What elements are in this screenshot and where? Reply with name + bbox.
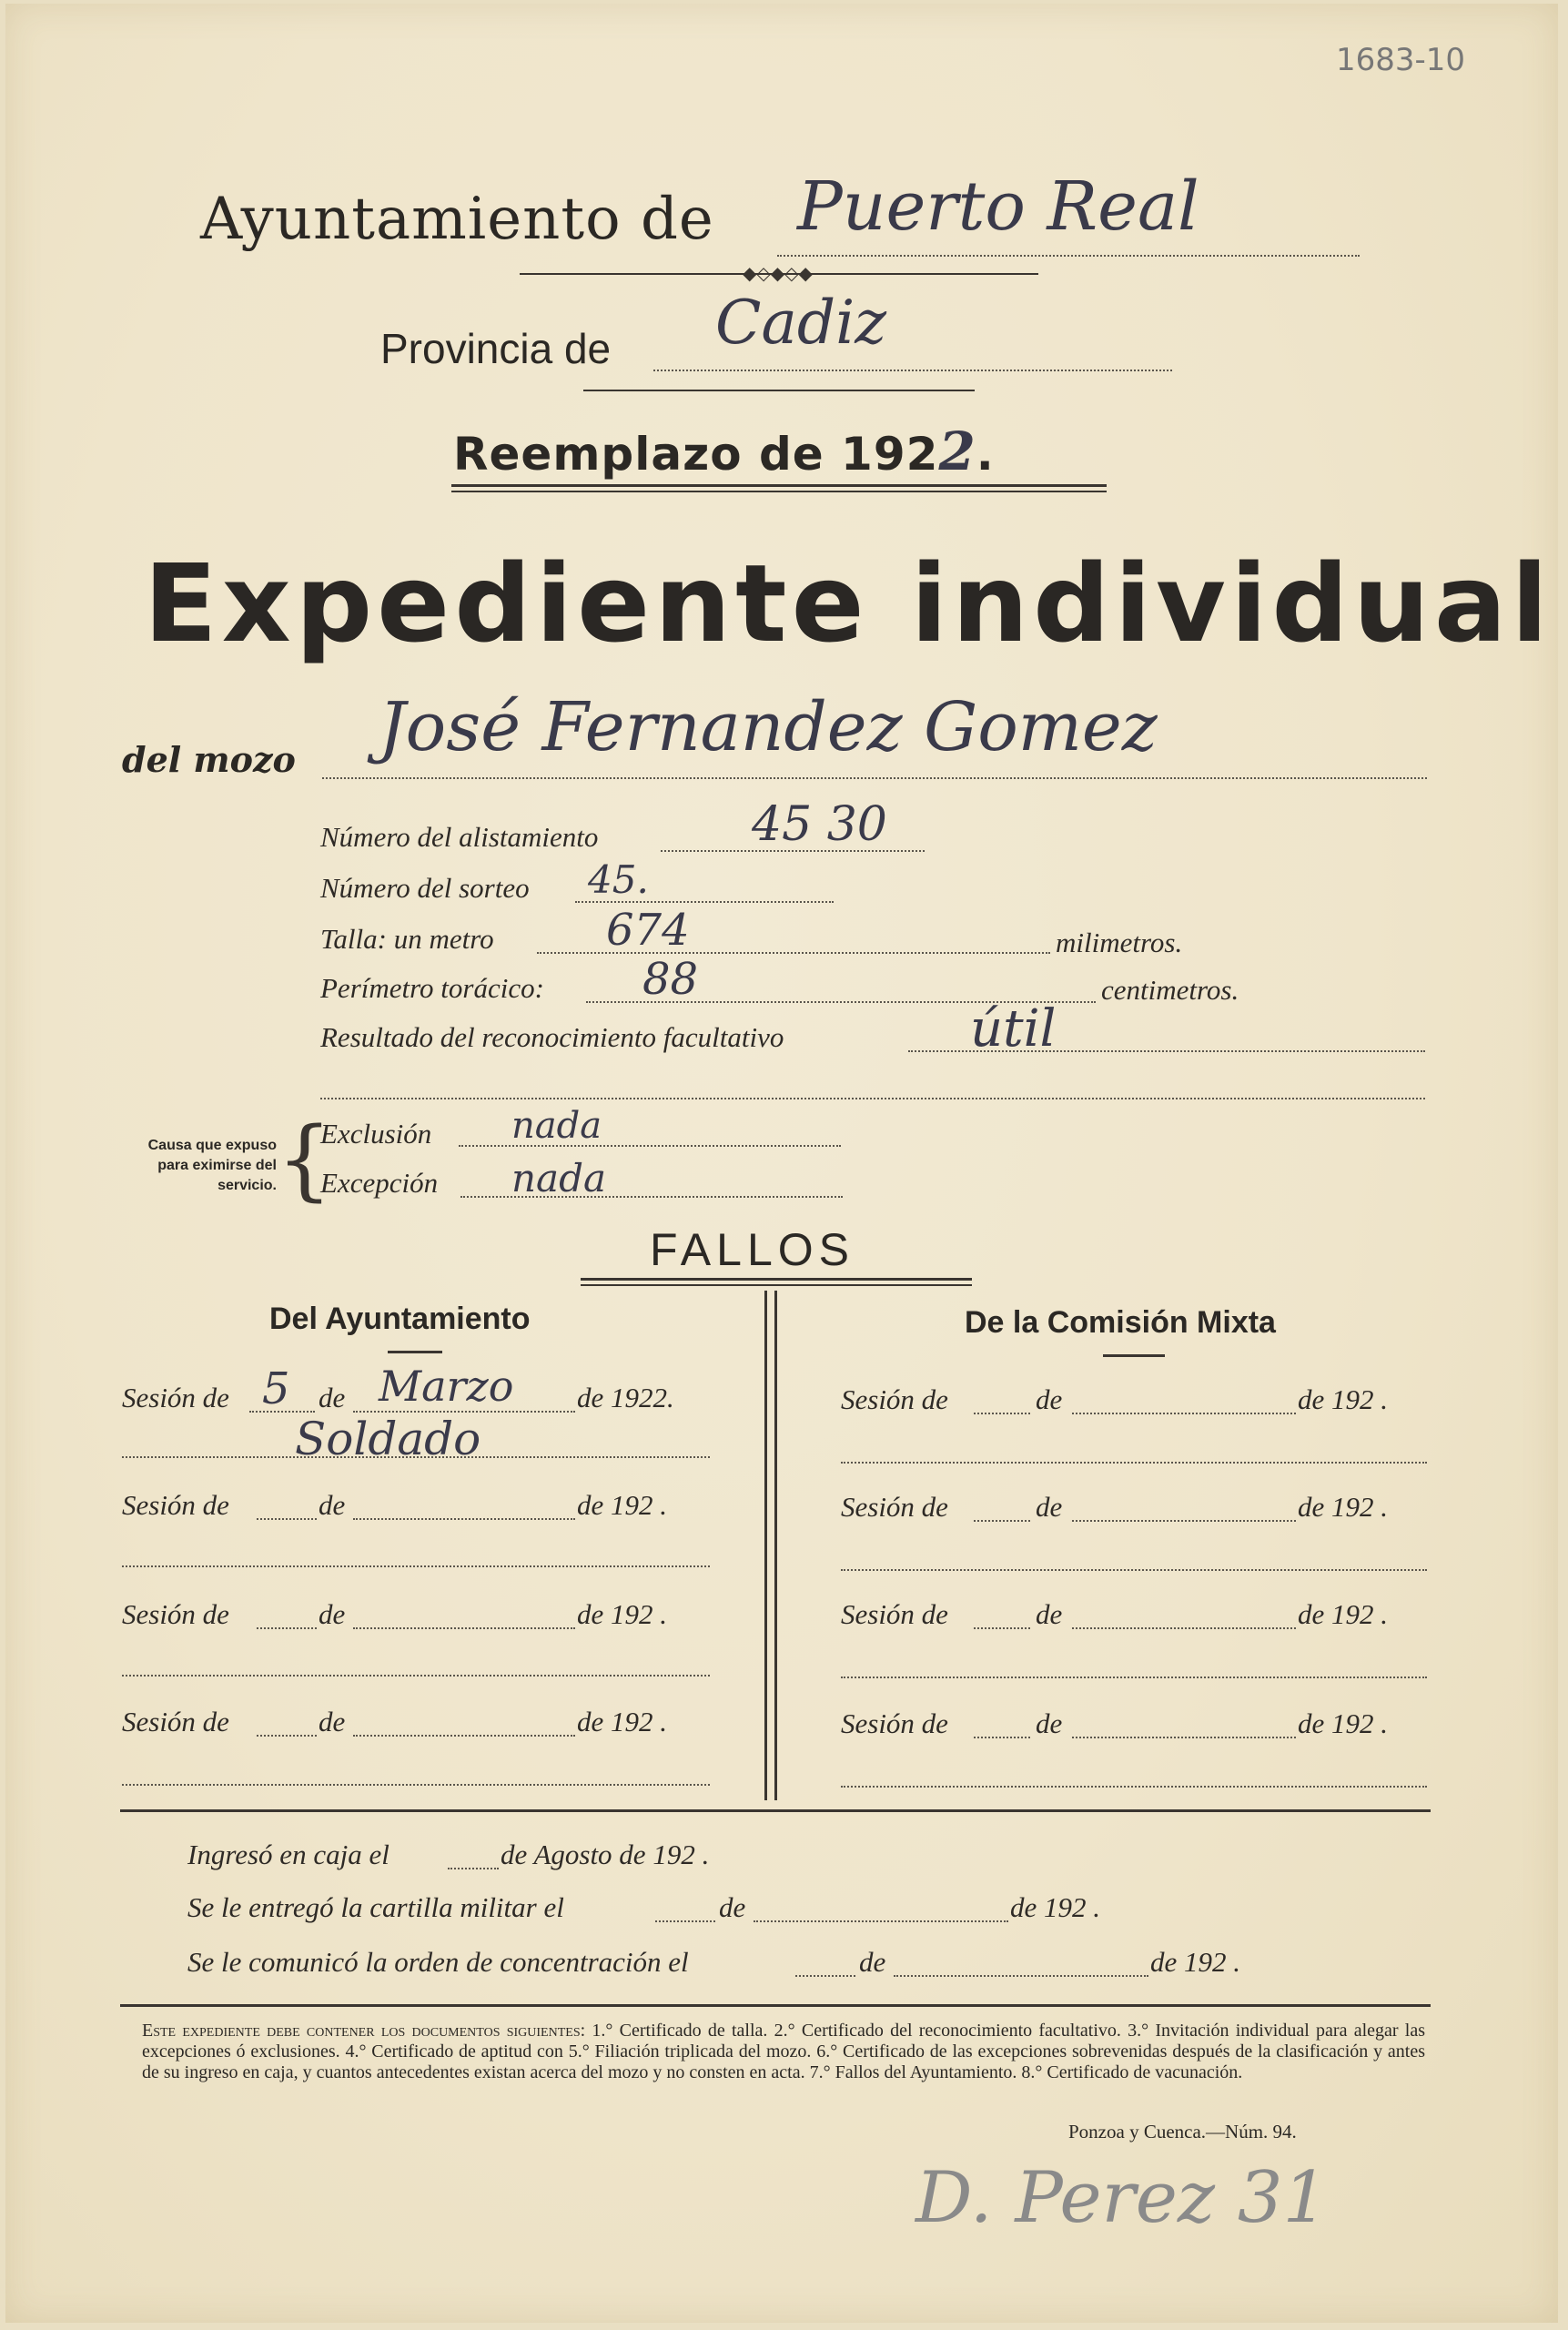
ingreso-label: Ingresó en caja el: [187, 1839, 389, 1870]
reemplazo-digit: 2: [938, 420, 976, 482]
orden-day-line: [795, 1975, 855, 1977]
orden-year: [1150, 1946, 1240, 1979]
right-sesion-4-label: Sesión de: [841, 1707, 948, 1739]
cartilla-period: .: [1093, 1891, 1101, 1923]
reemplazo-underline-1: [451, 484, 1107, 487]
cartilla-year: [1010, 1891, 1100, 1924]
left-sesion-2-period: .: [660, 1489, 668, 1521]
ingreso-period: .: [702, 1839, 710, 1870]
orden-de: de: [859, 1946, 886, 1978]
causa-label: Causa que expuso para eximirse del servicio.: [147, 1138, 277, 1193]
provincia-value: Cadiz: [715, 288, 886, 358]
right-sesion-1-period: .: [1381, 1383, 1389, 1415]
right-sesion-1-year-text: de 192: [1298, 1383, 1374, 1415]
left-sesion-2-year: [577, 1489, 667, 1522]
right-sesion-3-year: [1298, 1598, 1388, 1631]
reemplazo-period: .: [976, 428, 995, 481]
excepcion-value: nada: [511, 1156, 607, 1200]
right-sesion-1-year: [1298, 1383, 1388, 1416]
cartilla-month-line: [754, 1920, 1008, 1922]
left-sesion-2-de: de: [319, 1489, 346, 1521]
right-sesion-2-de: de: [1036, 1491, 1063, 1523]
resultado-label: Resultado del reconocimiento facultativo: [320, 1021, 784, 1053]
right-sesion-3-period: .: [1381, 1598, 1389, 1630]
mozo-label: del mozo: [122, 739, 296, 780]
left-sesion-4-month-line: [353, 1735, 575, 1737]
right-sesion-1-result-line: [841, 1462, 1427, 1464]
right-sesion-2-year-text: de 192: [1298, 1491, 1374, 1523]
orden-year-text: de 192: [1150, 1946, 1227, 1978]
exclusion-label: Exclusión: [320, 1118, 432, 1150]
fallos-rule-2: [581, 1284, 972, 1286]
right-column-heading: De la Comisión Mixta: [965, 1305, 1276, 1340]
fallos-heading: FALLOS: [650, 1224, 855, 1275]
printer-imprint: Ponzoa y Cuenca.—Núm. 94.: [1068, 2121, 1297, 2143]
left-sesion-4-year: [577, 1706, 667, 1738]
left-sesion-1-day: 5: [262, 1363, 290, 1414]
documents-note-lead: Este expediente debe contener los documentos siguientes:: [142, 2021, 586, 2041]
left-sesion-4-period: .: [660, 1706, 668, 1737]
ayuntamiento-value: Puerto Real: [797, 167, 1199, 246]
right-sesion-2-month-line: [1072, 1520, 1296, 1522]
right-sesion-1-de: de: [1036, 1383, 1063, 1415]
talla-value: 674: [606, 905, 690, 956]
right-sesion-2-period: .: [1381, 1491, 1389, 1523]
excepcion-label: Excepción: [320, 1167, 439, 1199]
column-divider-2: [774, 1291, 777, 1800]
orden-month-line: [894, 1975, 1148, 1977]
left-sesion-1-label: Sesión de: [122, 1382, 229, 1413]
ingreso-month: [501, 1839, 709, 1871]
causa-brace: {: [277, 1109, 333, 1211]
document-page: [5, 4, 1558, 2323]
right-sesion-3-year-text: de 192: [1298, 1598, 1374, 1630]
left-sesion-2-year-text: de 192: [577, 1489, 653, 1521]
documents-note: [142, 2021, 1425, 2083]
left-sesion-2-day-line: [257, 1518, 317, 1520]
right-heading-mark: [1103, 1354, 1165, 1357]
cartilla-year-text: de 192: [1010, 1891, 1087, 1923]
left-sesion-1-period: .: [667, 1382, 674, 1413]
right-sesion-2-year: [1298, 1491, 1388, 1524]
mozo-name: José Fernandez Gomez: [379, 688, 1158, 766]
left-sesion-4-day-line: [257, 1735, 317, 1737]
left-sesion-2-month-line: [353, 1518, 575, 1520]
reference-number: 1683-10: [1336, 42, 1466, 78]
left-sesion-3-month-line: [353, 1627, 575, 1629]
notes-top-rule: [120, 2004, 1431, 2007]
right-sesion-3-day-line: [974, 1627, 1030, 1629]
cartilla-day-line: [655, 1920, 715, 1922]
right-sesion-4-de: de: [1036, 1707, 1063, 1739]
ayuntamiento-label: Ayuntamiento de: [200, 186, 714, 253]
reemplazo-heading: [453, 420, 995, 482]
left-column-heading: Del Ayuntamiento: [269, 1302, 531, 1336]
left-sesion-3-period: .: [660, 1598, 668, 1630]
perimetro-unit: centimetros.: [1101, 974, 1239, 1006]
alistamiento-label: Número del alistamiento: [320, 821, 599, 853]
left-sesion-3-result-line: [122, 1675, 710, 1677]
right-sesion-4-result-line: [841, 1786, 1427, 1788]
resultado-line-2: [320, 1098, 1425, 1099]
ornament-glyph: ◆◇◆◇◆: [743, 264, 813, 284]
right-sesion-3-de: de: [1036, 1598, 1063, 1630]
provincia-rule: [583, 390, 975, 391]
left-sesion-3-de: de: [319, 1598, 346, 1630]
cartilla-label: Se le entregó la cartilla militar el: [187, 1891, 564, 1923]
left-sesion-4-de: de: [319, 1706, 346, 1737]
mozo-line: [322, 777, 1427, 779]
right-sesion-2-label: Sesión de: [841, 1491, 948, 1523]
right-sesion-1-label: Sesión de: [841, 1383, 948, 1415]
resultado-value: útil: [970, 999, 1057, 1059]
left-sesion-2-label: Sesión de: [122, 1489, 229, 1521]
right-sesion-4-year: [1298, 1707, 1388, 1740]
left-sesion-3-label: Sesión de: [122, 1598, 229, 1630]
left-sesion-1-year: [577, 1382, 674, 1414]
perimetro-label: Perímetro torácico:: [320, 972, 544, 1004]
left-sesion-1-month: Marzo: [379, 1362, 514, 1411]
left-sesion-1-year-text: de 1922: [577, 1382, 668, 1413]
orden-period: .: [1233, 1946, 1241, 1978]
documents-note-text: 1.° Certificado de talla. 2.° Certificado del reconocimiento facultativo. 3.° Invitación individual para alegar las excepciones ó exclusiones. 4.° Certificado de aptitud con 5.° Filiación triplicada del mozo. 6.° Certificado de las excepciones sobrevenidas después de la clasificación y antes de su ingreso en caja, y cuantos antecedentes existan acerca del mozo y no consten en acta. 7.° Fallos del Ayuntamiento. 8.° Certificado de vacunación.: [142, 2021, 1425, 2082]
archive-stamp: D. Perez 31: [916, 2157, 1329, 2239]
left-sesion-2-result-line: [122, 1565, 710, 1567]
talla-unit: milimetros.: [1056, 927, 1183, 958]
sorteo-value: 45.: [588, 857, 649, 902]
left-sesion-3-year: [577, 1598, 667, 1631]
left-sesion-4-result-line: [122, 1784, 710, 1786]
sorteo-label: Número del sorteo: [320, 872, 530, 904]
cartilla-de: de: [719, 1891, 746, 1923]
right-sesion-1-day-line: [974, 1413, 1030, 1414]
left-sesion-3-year-text: de 192: [577, 1598, 653, 1630]
right-sesion-1-month-line: [1072, 1413, 1296, 1414]
orden-label: Se le comunicó la orden de concentración el: [187, 1946, 689, 1978]
right-sesion-4-period: .: [1381, 1707, 1389, 1739]
right-sesion-4-day-line: [974, 1737, 1030, 1738]
provincia-line: [653, 370, 1172, 371]
reemplazo-label: Reemplazo de 192: [453, 428, 939, 481]
left-heading-mark: [388, 1351, 442, 1353]
ingreso-month-text: de Agosto de 192: [501, 1839, 695, 1870]
right-sesion-3-result-line: [841, 1677, 1427, 1678]
right-sesion-3-label: Sesión de: [841, 1598, 948, 1630]
left-sesion-1-de: de: [319, 1382, 346, 1413]
ayuntamiento-line: [777, 255, 1360, 257]
page-title: Expediente individual: [144, 541, 1553, 666]
left-sesion-3-day-line: [257, 1627, 317, 1629]
talla-label: Talla: un metro: [320, 923, 494, 955]
alistamiento-value: 45 30: [752, 797, 887, 852]
column-divider-1: [764, 1291, 767, 1800]
exclusion-value: nada: [511, 1105, 602, 1147]
ingreso-day-line: [448, 1868, 499, 1869]
fallos-bottom-rule: [120, 1809, 1431, 1812]
right-sesion-4-year-text: de 192: [1298, 1707, 1374, 1739]
right-sesion-3-month-line: [1072, 1627, 1296, 1629]
left-sesion-1-result: Soldado: [295, 1413, 481, 1465]
right-sesion-4-month-line: [1072, 1737, 1296, 1738]
reemplazo-underline-2: [451, 491, 1107, 492]
provincia-label: Provincia de: [380, 325, 612, 372]
left-sesion-4-year-text: de 192: [577, 1706, 653, 1737]
perimetro-value: 88: [642, 954, 699, 1005]
right-sesion-2-result-line: [841, 1569, 1427, 1571]
right-sesion-2-day-line: [974, 1520, 1030, 1522]
left-sesion-4-label: Sesión de: [122, 1706, 229, 1737]
fallos-rule-1: [581, 1278, 972, 1281]
